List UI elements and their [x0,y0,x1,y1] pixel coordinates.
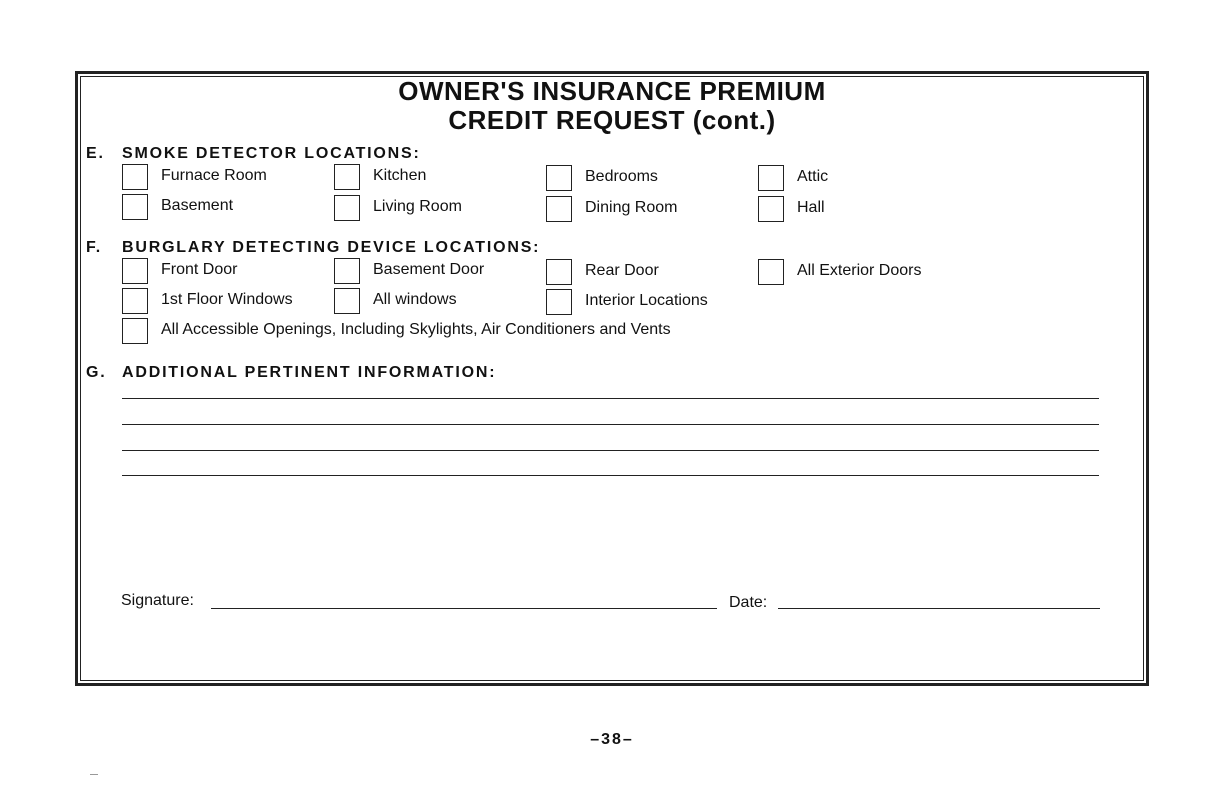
date-label: Date: [729,594,768,611]
info-line-1[interactable] [122,398,1099,399]
section-e-letter: E. [86,145,105,162]
signature-line[interactable] [211,608,717,609]
checkbox-box[interactable] [758,196,784,222]
checkbox-box[interactable] [546,259,572,285]
checkbox-box[interactable] [122,164,148,190]
checkbox-label: Basement [161,197,234,214]
section-e-title: SMOKE DETECTOR LOCATIONS: [122,145,421,162]
section-g-title: ADDITIONAL PERTINENT INFORMATION: [122,364,497,381]
info-line-4[interactable] [122,475,1099,476]
checkbox-label: All Accessible Openings, Including Skylights, Air Conditioners and Vents [161,321,671,338]
section-f-letter: F. [86,239,103,256]
checkbox-label: Dining Room [585,199,678,216]
checkbox-label: Living Room [373,198,462,215]
section-g-letter: G. [86,364,107,381]
checkbox-box[interactable] [334,195,360,221]
info-line-2[interactable] [122,424,1099,425]
checkbox-label: Furnace Room [161,167,267,184]
checkbox-box[interactable] [546,165,572,191]
checkbox-label: All windows [373,291,457,308]
form-title-line2: CREDIT REQUEST (cont.) [448,105,776,135]
checkbox-box[interactable] [334,288,360,314]
date-line[interactable] [778,608,1100,609]
checkbox-label: Basement Door [373,261,485,278]
checkbox-box[interactable] [122,318,148,344]
checkbox-label: Attic [797,168,829,185]
checkbox-label: 1st Floor Windows [161,291,293,308]
checkbox-box[interactable] [334,258,360,284]
checkbox-box[interactable] [546,289,572,315]
checkbox-box[interactable] [334,164,360,190]
checkbox-label: Hall [797,199,825,216]
checkbox-box[interactable] [758,165,784,191]
checkbox-label: Rear Door [585,262,659,279]
margin-mark [90,774,98,775]
checkbox-label: Interior Locations [585,292,708,309]
checkbox-box[interactable] [758,259,784,285]
checkbox-box[interactable] [122,258,148,284]
signature-label: Signature: [121,592,194,609]
info-line-3[interactable] [122,450,1099,451]
checkbox-label: Kitchen [373,167,427,184]
checkbox-box[interactable] [546,196,572,222]
checkbox-label: Bedrooms [585,168,658,185]
form-title-line1: OWNER'S INSURANCE PREMIUM [398,76,826,106]
page-number: –38– [590,731,634,748]
section-f-title: BURGLARY DETECTING DEVICE LOCATIONS: [122,239,541,256]
checkbox-box[interactable] [122,194,148,220]
checkbox-label: All Exterior Doors [797,262,922,279]
checkbox-label: Front Door [161,261,238,278]
checkbox-box[interactable] [122,288,148,314]
